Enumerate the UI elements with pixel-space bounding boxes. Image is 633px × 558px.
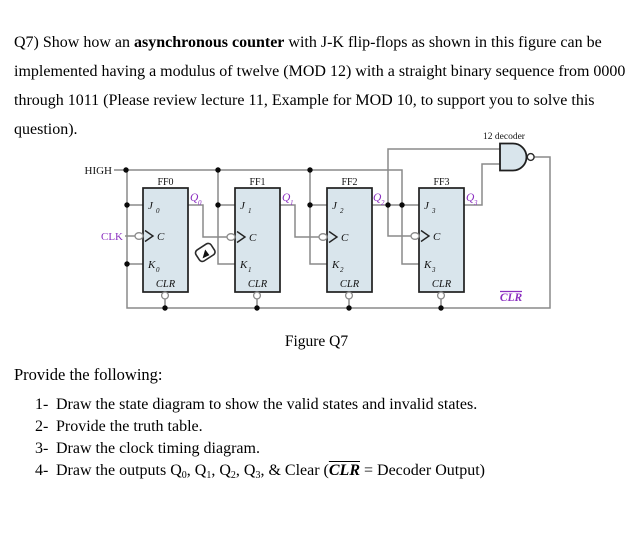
subscript: 2: [230, 470, 236, 481]
ff1-clr-label: CLR: [247, 279, 268, 290]
ff3-c-label: C: [433, 231, 441, 243]
question-line-2: implemented having a modulus of twelve (MOD 12) with a straight binary sequence from 0000: [14, 63, 626, 80]
ff3-clr-label: CLR: [431, 279, 452, 290]
list-item: [35, 416, 485, 438]
list-item: [35, 460, 485, 484]
list-item: [35, 394, 485, 416]
clr-bar-label: [500, 292, 523, 305]
high-label: HIGH: [84, 165, 112, 177]
flipflop-ff0: [135, 177, 202, 299]
item-text-part: Draw the outputs Q: [56, 462, 182, 479]
provide-heading: Provide the following:: [14, 365, 163, 384]
ff2-j-label: J: [332, 200, 337, 212]
ff1-c-label: C: [249, 232, 257, 244]
ff0-j-label: J: [148, 200, 153, 212]
q3-label: Q: [466, 192, 475, 204]
requirements-list: [35, 394, 485, 484]
note-annotation-icon: [194, 242, 216, 263]
item-text-part: , Q: [211, 462, 231, 479]
item-number: 1-: [35, 396, 49, 413]
q1-sub: 1: [290, 199, 294, 207]
q3-sub: 3: [474, 199, 478, 207]
item-text: Draw the clock timing diagram.: [56, 440, 260, 457]
item-number: 4-: [35, 462, 49, 479]
ff3-j-label: J: [424, 200, 429, 212]
ff0-name: FF0: [157, 177, 174, 188]
question-line-4: question).: [14, 121, 78, 138]
flipflop-ff3: [411, 177, 478, 299]
decoder-label: 12 decoder: [483, 132, 525, 142]
item-number: 2-: [35, 418, 49, 435]
ff2-j-sub: 2: [340, 207, 344, 215]
ff0-k-label: K: [148, 259, 156, 271]
question-bold-text: asynchronous counter: [134, 34, 285, 51]
clk-label: CLK: [101, 231, 123, 243]
flipflop-ff2: [319, 177, 385, 299]
item-text: [56, 460, 485, 484]
question-text: with J-K flip-flops as shown in this figure can be: [284, 34, 602, 51]
question-text: Q7) Show how an: [14, 34, 134, 51]
ff3-j-sub: 3: [432, 207, 436, 215]
q0-label: Q: [190, 192, 199, 204]
ff0-j-sub: 0: [156, 207, 160, 215]
figure-caption: Figure Q7: [284, 333, 349, 350]
ff0-c-label: C: [157, 231, 165, 243]
ff3-k-label: K: [424, 259, 432, 271]
ff2-name: FF2: [341, 177, 358, 188]
question-line-3: through 1011 (Please review lecture 11, Example for MOD 10, to support you to solve this: [14, 92, 595, 109]
ff3-k-sub: 3: [432, 266, 436, 274]
clr-bar-text: $\overline{CLR}$: [328, 462, 360, 479]
ff3-name: FF3: [433, 177, 450, 188]
subscript: 3: [255, 470, 261, 481]
item-text: Provide the truth table.: [56, 418, 203, 435]
subscript: 0: [181, 470, 187, 481]
ff2-clr-label: CLR: [339, 279, 360, 290]
ff1-k-sub: 1: [248, 266, 252, 274]
q2-label: Q: [373, 192, 382, 204]
ff0-k-sub: 0: [156, 266, 160, 274]
svg-text:CLR: CLR: [499, 292, 523, 304]
ff1-j-sub: 1: [248, 207, 252, 215]
ff1-name: FF1: [249, 177, 266, 188]
q1-label: Q: [282, 192, 291, 204]
item-text-part: , Q: [186, 462, 207, 479]
item-text-part: , & Clear (: [260, 462, 329, 479]
list-item: [35, 438, 485, 460]
question-line-1: [14, 28, 625, 57]
q0-sub: 0: [198, 199, 202, 207]
ff0-clr-label: CLR: [155, 279, 176, 290]
item-number: 3-: [35, 440, 49, 457]
item-text: Draw the state diagram to show the valid states and invalid states.: [56, 396, 478, 413]
circuit-diagram: [0, 125, 633, 330]
ff2-k-sub: 2: [340, 266, 344, 274]
ff2-c-label: C: [341, 232, 349, 244]
item-text-part: , Q: [235, 462, 256, 479]
q2-sub: 2: [381, 199, 385, 207]
ff2-k-label: K: [332, 259, 340, 271]
ff1-k-label: K: [240, 259, 248, 271]
ff1-j-label: J: [240, 200, 245, 212]
subscript: 1: [206, 470, 212, 481]
item-text-part: = Decoder Output): [360, 462, 485, 479]
flipflop-ff1: [227, 177, 294, 299]
